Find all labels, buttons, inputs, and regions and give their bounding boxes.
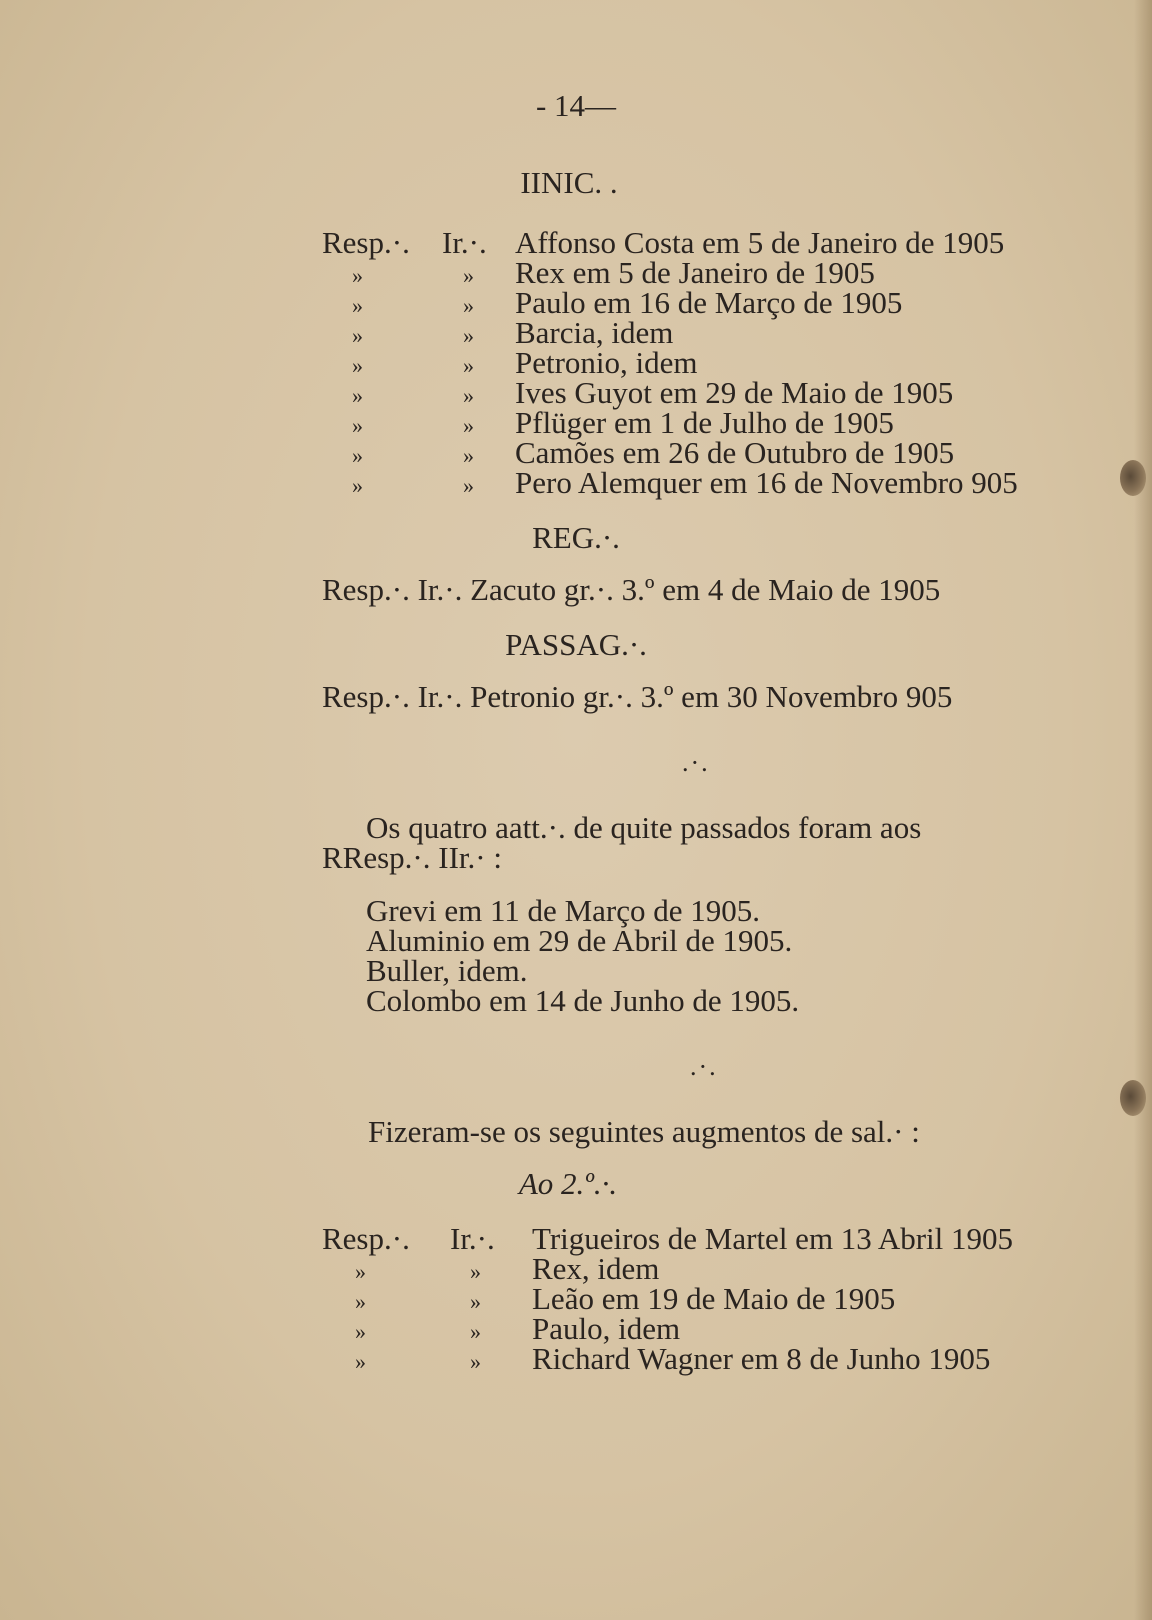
ditto-mark: » xyxy=(463,263,474,288)
list-item: Trigueiros de Martel em 13 Abril 1905 xyxy=(532,1221,1014,1256)
binding-hole-icon xyxy=(1120,1080,1146,1116)
ditto-mark: » xyxy=(352,443,363,468)
list-item: Colombo em 14 de Junho de 1905. xyxy=(366,983,800,1018)
ditto-mark: » xyxy=(352,293,363,318)
ditto-mark: » xyxy=(470,1319,481,1344)
ditto-mark: » xyxy=(355,1289,366,1314)
ditto-mark: » xyxy=(463,473,474,498)
aatt-paragraph-line1: Os quatro aatt.·. de quite passados foram aos xyxy=(366,810,922,845)
list-item: Rex em 5 de Janeiro de 1905 xyxy=(515,255,875,290)
list-item: Petronio, idem xyxy=(515,345,698,380)
page-edge-shadow xyxy=(1134,0,1152,1620)
ditto-mark: » xyxy=(355,1319,366,1344)
ditto-mark: » xyxy=(352,353,363,378)
ditto-mark: » xyxy=(352,413,363,438)
ditto-mark: » xyxy=(463,293,474,318)
list-item: Rex, idem xyxy=(532,1251,660,1286)
ditto-mark: » xyxy=(352,473,363,498)
list-item: Paulo em 16 de Março de 1905 xyxy=(515,285,903,320)
list-item: Ives Guyot em 29 de Maio de 1905 xyxy=(515,375,954,410)
ditto-mark: » xyxy=(463,323,474,348)
list-item: Barcia, idem xyxy=(515,315,674,350)
list-item: Leão em 19 de Maio de 1905 xyxy=(532,1281,896,1316)
list-item: Affonso Costa em 5 de Janeiro de 1905 xyxy=(515,225,1005,260)
ditto-mark: » xyxy=(470,1289,481,1314)
separator-dots: .·. xyxy=(690,1052,718,1081)
page-number: - 14— xyxy=(535,88,617,123)
ditto-mark: » xyxy=(470,1259,481,1284)
augmentos-intro: Fizeram-se os seguintes augmentos de sal.· : xyxy=(368,1114,920,1149)
aatt-paragraph-line2: RResp.·. IIr.· : xyxy=(322,840,502,875)
ditto-mark: » xyxy=(352,263,363,288)
ditto-mark: » xyxy=(463,443,474,468)
reg-line: Resp.·. Ir.·. Zacuto gr.·. 3.º em 4 de Maio de 1905 xyxy=(322,572,941,607)
separator-dots: .·. xyxy=(682,748,710,777)
passag-line: Resp.·. Ir.·. Petronio gr.·. 3.º em 30 Novembro 905 xyxy=(322,679,953,714)
list-item: Aluminio em 29 de Abril de 1905. xyxy=(366,923,793,958)
ditto-mark: » xyxy=(463,383,474,408)
ditto-mark: » xyxy=(352,383,363,408)
passag-heading: PASSAG.·. xyxy=(505,627,647,662)
ditto-mark: » xyxy=(355,1349,366,1374)
ditto-mark: » xyxy=(355,1259,366,1284)
reg-heading: REG.·. xyxy=(532,520,620,555)
list-item: Grevi em 11 de Março de 1905. xyxy=(366,893,760,928)
list-item: Pero Alemquer em 16 de Novembro 905 xyxy=(515,465,1018,500)
binding-hole-icon xyxy=(1120,460,1146,496)
list-item: Paulo, idem xyxy=(532,1311,681,1346)
ditto-mark: » xyxy=(470,1349,481,1374)
ditto-mark: » xyxy=(463,353,474,378)
iniciacoes-heading: IINIC. . xyxy=(520,165,618,200)
list-item: Buller, idem. xyxy=(366,953,528,988)
list-item: Richard Wagner em 8 de Junho 1905 xyxy=(532,1341,991,1376)
ditto-mark: » xyxy=(352,323,363,348)
list-item: Camões em 26 de Outubro de 1905 xyxy=(515,435,955,470)
list-prefix-ir: Ir.·. xyxy=(450,1221,495,1256)
list-prefix-ir: Ir.·. xyxy=(442,225,487,260)
ditto-mark: » xyxy=(463,413,474,438)
list-item: Pflüger em 1 de Julho de 1905 xyxy=(515,405,894,440)
list-prefix-resp: Resp.·. xyxy=(322,1221,410,1256)
augmentos-subheading: Ao 2.º.·. xyxy=(518,1166,618,1201)
list-prefix-resp: Resp.·. xyxy=(322,225,410,260)
